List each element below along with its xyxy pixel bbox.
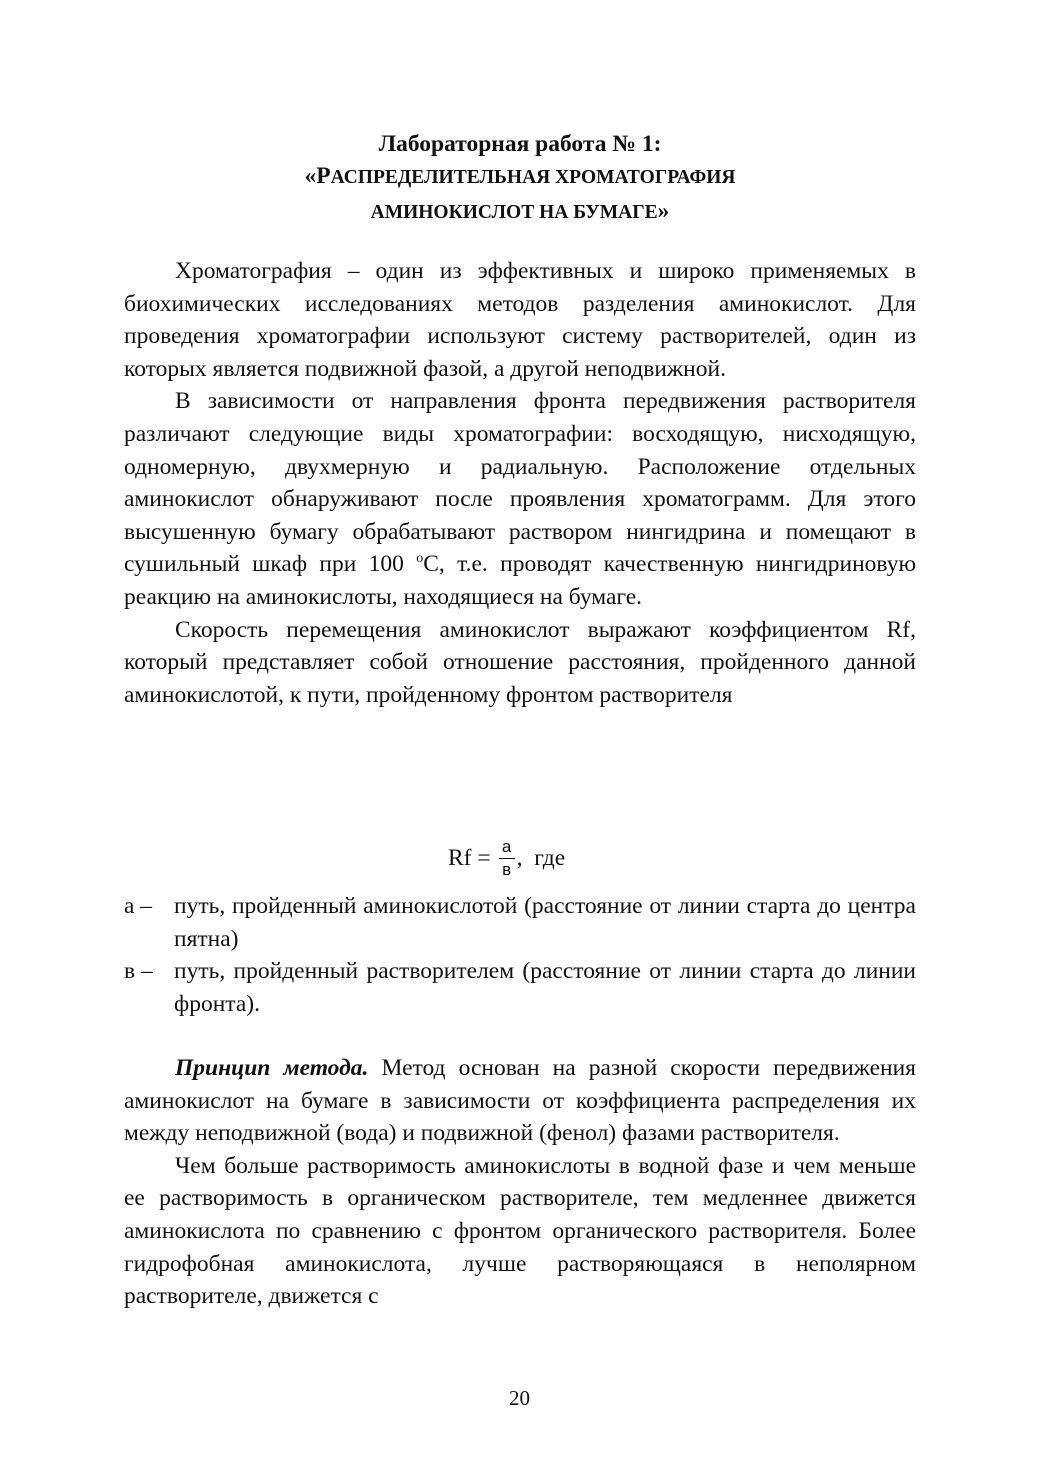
definition-term: а – [124,893,153,919]
definition-text: путь, пройденный аминокислотой (расстояние от линии старта до центра пятна) [174,893,916,952]
paragraph-2-after: С, т.е. проводят качественную нингидриновую реакцию на аминокислоты, находящиеся на бумаге. [124,551,916,610]
page-number: 20 [509,1386,530,1410]
definition-item [124,890,916,955]
degree-sign: o [416,551,424,567]
heading-line-2-rest: АСПРЕДЕЛИТЕЛЬНАЯ ХРОМАТОГРАФИЯ [330,167,736,189]
heading-line-3-close: » [657,197,670,224]
heading-line-3-text: АМИНОКИСЛОТ НА БУМАГЕ [370,201,658,223]
formula-lhs: Rf = [448,844,491,871]
heading-line-1: Лабораторная работа № 1: [378,131,662,157]
rf-formula [448,826,565,890]
formula-denominator: в [502,859,512,879]
paragraph-solubility: Чем больше растворимость аминокислоты в водной фазе и чем меньше ее растворимость в органическом растворителе, тем медленнее движется аминокислота по сравнению с фронтом органического растворителя. Более гидрофобная аминокислота, лучше растворяющаяся в неполярном растворителе, движется с [124,1152,916,1310]
definition-item [124,955,916,1020]
principle-lead: Принцип метода. [175,1055,369,1081]
principle-text: Метод основан на разной скорости передвижения аминокислот на бумаге в зависимости от коэффициента распределения их между неподвижной (вода) и подвижной (фенол) фазами растворителя. [124,1055,916,1147]
heading-line-2-open: «Р [304,163,331,190]
formula-definitions [124,890,916,1020]
formula-tail: , где [516,844,566,871]
paragraph-2-before: В зависимости от направления фронта передвижения растворителя различают следующие виды хроматографии: восходящую, нисходящую, одномерную, двухмерную и радиальную. Расположение отдельных аминокислот обнаруживают после проявления хроматограмм. Для этого высушенную бумагу обрабатывают раствором нингидрина и помещают в сушильный шкаф при 100 [124,388,916,578]
definition-term: в – [124,958,153,985]
formula-fraction [499,836,515,881]
definition-text: путь, пройденный растворителем (расстояние от линии старта до линии фронта). [174,958,916,1017]
heading-line-2 [124,160,916,194]
lab-work-heading [124,128,916,229]
formula-numerator: а [501,836,512,856]
heading-line-3 [124,195,916,229]
paragraph-rf-definition: Скорость перемещения аминокислот выражают коэффициентом Rf, который представляет собой отношение расстояния, пройденного данной аминокислотой, к пути, пройденному фронтом растворителя [124,616,916,708]
intro-text [124,255,916,711]
method-text [124,1052,916,1313]
paragraph-chromatography-types [124,385,916,613]
paragraph-method-principle [124,1052,916,1150]
paragraph-chromatography: Хроматография – один из эффективных и широко применяемых в биохимических исследованиях методов разделения аминокислот. Для проведения хроматографии используют систему растворителей, один из которых является подвижной фазой, а другой неподвижной. [124,258,916,382]
